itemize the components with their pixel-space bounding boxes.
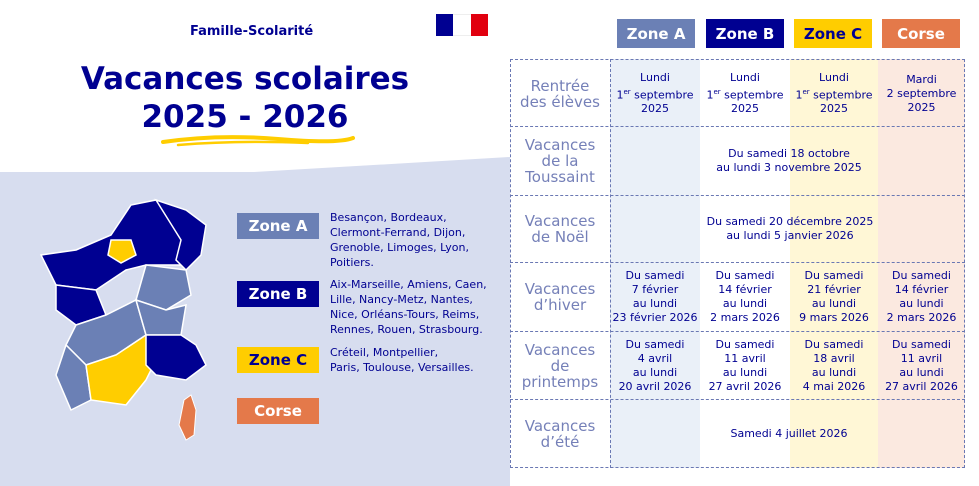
- cell-hiver-zone-b: Du samedi 14 février au lundi 2 mars 2026: [710, 269, 780, 324]
- cell-printemps-corse: Du samedi 11 avril au lundi 27 avril 2026: [885, 337, 958, 393]
- cell-noel-span: Du samedi 20 décembre 2025 au lundi 5 janvier 2026: [706, 215, 874, 242]
- cell-printemps-zone-b: Du samedi 11 avril au lundi 27 avril 2026: [708, 337, 782, 393]
- cell-rentree-zone-b: Lundi 1er septembre 2025: [706, 70, 784, 116]
- cell-toussaint-span: Du samedi 18 octobre au lundi 3 novembre 2025: [716, 147, 862, 174]
- page-title: [60, 60, 430, 136]
- legend-zone-a-desc: Besançon, Bordeaux, Clermont-Ferrand, Dijon, Grenoble, Limoges, Lyon, Poitiers.: [330, 211, 470, 269]
- cell-rentree-corse: Mardi 2 septembre 2025: [886, 72, 957, 114]
- legend-zone-b-desc: Aix-Marseille, Amiens, Caen, Lille, Nancy-Metz, Nantes, Nice, Orléans-Tours, Reims, Rennes, Rouen, Strasbourg.: [330, 278, 487, 336]
- legend-zone-c: Zone C: [237, 347, 319, 373]
- legend-zone-a: Zone A: [237, 213, 319, 239]
- cell-hiver-zone-c: Du samedi 21 février au lundi 9 mars 2026: [799, 269, 869, 324]
- cell-printemps-zone-c: Du samedi 18 avril au lundi 4 mai 2026: [802, 337, 866, 393]
- row-label-rentree: Rentrée des élèves: [520, 76, 600, 111]
- legend-zone-c-desc: Créteil, Montpellier, Paris, Toulouse, Versailles.: [330, 346, 474, 374]
- legend-corse: Corse: [237, 398, 319, 424]
- row-label-ete: Vacances d’été: [524, 416, 596, 451]
- marianne-flag-logo: [436, 14, 488, 36]
- cell-hiver-zone-a: Du samedi 7 février au lundi 23 février 2026: [612, 269, 698, 324]
- cell-ete-span: Samedi 4 juillet 2026: [730, 426, 848, 440]
- yellow-underline-decoration: [158, 132, 358, 148]
- cell-rentree-zone-c: Lundi 1er septembre 2025: [795, 70, 873, 116]
- column-header-zone-a: Zone A: [617, 19, 695, 48]
- france-zones-map: [36, 195, 226, 445]
- category-label: Famille-Scolarité: [190, 24, 314, 39]
- legend-zone-b: Zone B: [237, 281, 319, 307]
- cell-rentree-zone-a: Lundi 1er septembre 2025: [616, 70, 694, 116]
- column-header-zone-b: Zone B: [706, 19, 784, 48]
- column-header-zone-c: Zone C: [794, 19, 872, 48]
- title-line-2: 2025 - 2026: [141, 99, 349, 135]
- column-header-corse: Corse: [882, 19, 960, 48]
- row-label-hiver: Vacances d’hiver: [524, 280, 596, 314]
- row-label-printemps: Vacances de printemps: [521, 340, 599, 391]
- title-line-1: Vacances scolaires: [80, 61, 410, 97]
- row-label-toussaint: Vacances de la Toussaint: [524, 136, 596, 186]
- cell-printemps-zone-a: Du samedi 4 avril au lundi 20 avril 2026: [618, 337, 692, 393]
- cell-hiver-corse: Du samedi 14 février au lundi 2 mars 2026: [886, 269, 957, 324]
- row-label-noel: Vacances de Noël: [524, 212, 596, 246]
